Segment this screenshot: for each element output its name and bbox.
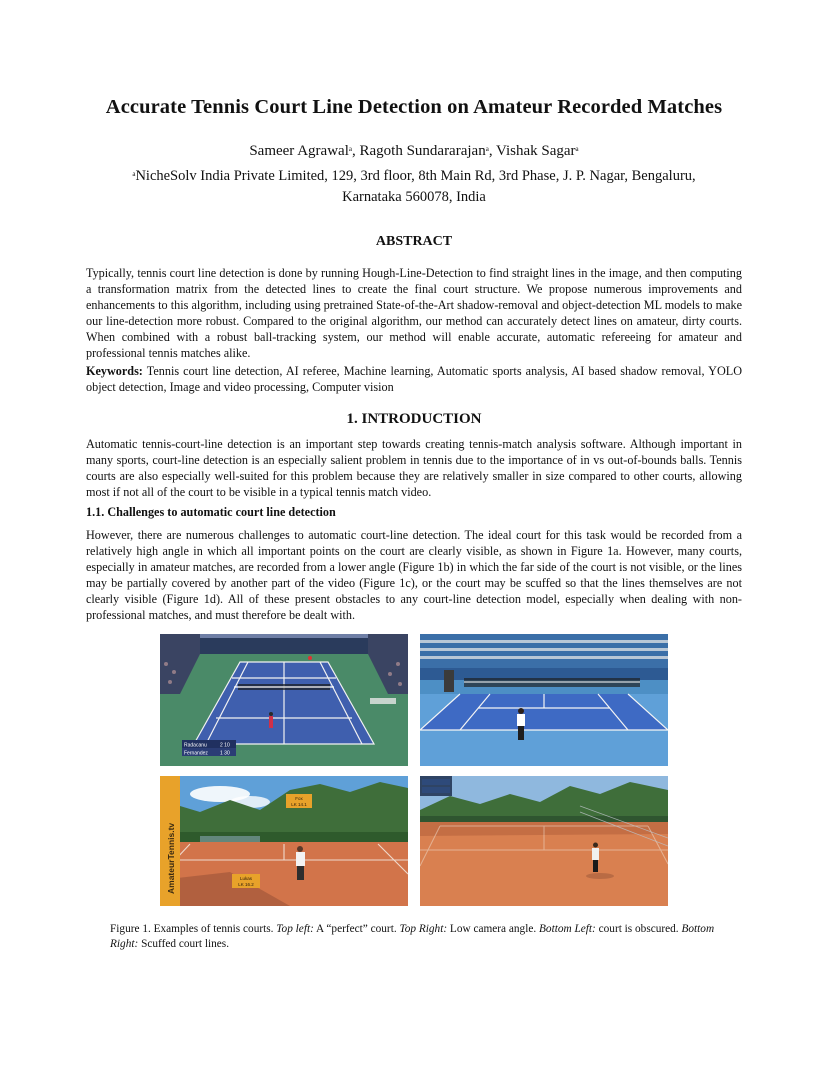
player-label-top: Fox xyxy=(295,796,303,801)
keywords-text: Tennis court line detection, AI referee, Machine learning, Automatic sports analysis, AI based shadow removal, YOLO object detection, Image and video processing, Computer vision xyxy=(86,364,743,394)
watermark-text: AmateurTennis.tv xyxy=(166,822,176,894)
keywords xyxy=(86,363,742,395)
affiliation-mark: a xyxy=(132,170,136,178)
paper-title: Accurate Tennis Court Line Detection on Amateur Recorded Matches xyxy=(105,96,723,118)
affiliation-mark: a xyxy=(575,145,579,153)
challenges-text: However, there are numerous challenges to automatic court-line detection. The ideal court for this task would be recorded from a relatively high angle in which all important points on the court are clearly visible, as shown in Figure 1a. However, many courts, especially in amateur matches, are recorded from a lower angle (Figure 1b) in which the far side of the court is not visible, or the lines may be partially covered by another part of the video (Figure 1c), or the court may be scuffed so that the lines themselves are not clearly visible (Figure 1d). All of these present obstacles to any court-line detection model, especially when dealing with non-professional matches, and must therefore be dealt with. xyxy=(86,528,742,622)
author-name: Ragoth Sundararajan xyxy=(359,143,486,159)
figure-1d-scuffed-court xyxy=(420,776,668,906)
affiliation-line-1: NicheSolv India Private Limited, 129, 3rd floor, 8th Main Rd, 3rd Phase, J. P. Nagar, Bengaluru, xyxy=(135,168,696,184)
caption-label-bottom-left: Bottom Left: xyxy=(539,923,596,935)
section-heading-introduction: 1. INTRODUCTION xyxy=(346,411,482,427)
scoreboard-player-1: Radacanu xyxy=(184,742,207,749)
figure-1c-obscured-court xyxy=(160,776,408,906)
caption-prefix: Figure 1. Examples of tennis courts. xyxy=(110,923,277,935)
keywords-label: Keywords: xyxy=(86,364,143,378)
affiliation-mark: a xyxy=(485,145,489,153)
caption-text-bottom-left: court is obscured. xyxy=(595,923,682,935)
affiliation-line-2: Karnataka 560078, India xyxy=(342,189,486,205)
caption-text-top-right: Low camera angle. xyxy=(447,923,540,935)
player-label-bottom: Lukas xyxy=(239,876,253,881)
subsection-heading-challenges: 1.1. Challenges to automatic court line detection xyxy=(86,505,336,519)
author-name: Sameer Agrawal xyxy=(249,143,349,159)
author-separator: , xyxy=(488,143,497,159)
figure-1b-low-angle xyxy=(420,634,668,766)
introduction-text: Automatic tennis-court-line detection is an important step towards creating tennis-match analysis software. Although important in many sports, court-line detection is an especially salient problem in tennis due to the importance of in vs out-of-bounds balls. Tennis courts are also especially well-suited for this problem because they are relatively smaller in size compared to other courts, allowing most if not all of the court to be visible in a typical tennis match video. xyxy=(86,437,742,499)
scoreboard-score-2: 1 30 xyxy=(220,750,230,757)
author-separator: , xyxy=(351,143,360,159)
player-rating-top: LK 14.1 xyxy=(291,802,307,807)
caption-label-top-right: Top Right: xyxy=(399,923,448,935)
caption-text-top-left: A “perfect” court. xyxy=(313,923,400,935)
affiliation xyxy=(60,164,768,208)
caption-label-top-left: Top left: xyxy=(276,923,314,935)
abstract-heading: ABSTRACT xyxy=(375,234,453,249)
player-rating-bottom: LK 16.2 xyxy=(238,882,254,887)
figure-1-caption xyxy=(110,922,730,952)
author-name: Vishak Sagar xyxy=(496,143,576,159)
figure-1a-perfect-court xyxy=(160,634,408,766)
caption-text-bottom-right: Scuffed court lines. xyxy=(138,938,230,950)
scoreboard-score-1: 2 10 xyxy=(220,742,230,749)
affiliation-mark: a xyxy=(348,145,352,153)
author-list xyxy=(0,143,828,160)
abstract-text: Typically, tennis court line detection is done by running Hough-Line-Detection to find straight lines in the image, and then computing a transformation matrix from the detected lines to create the final court structure. We propose numerous improvements and enhancements to this algorithm, including using pretrained State-of-the-Art shadow-removal and object-detection ML models to make our line-detection more robust. Compared to the original algorithm, our method can accurately detect lines on amateur, dirty courts. When combined with a robust ball-tracking system, our method will enable accurate, automatic refereeing for amateur and professional tennis matches alike. xyxy=(86,266,742,360)
scoreboard-player-2: Fernandez xyxy=(184,750,208,757)
caption-label-bottom-right: Bottom Right: xyxy=(110,923,715,950)
